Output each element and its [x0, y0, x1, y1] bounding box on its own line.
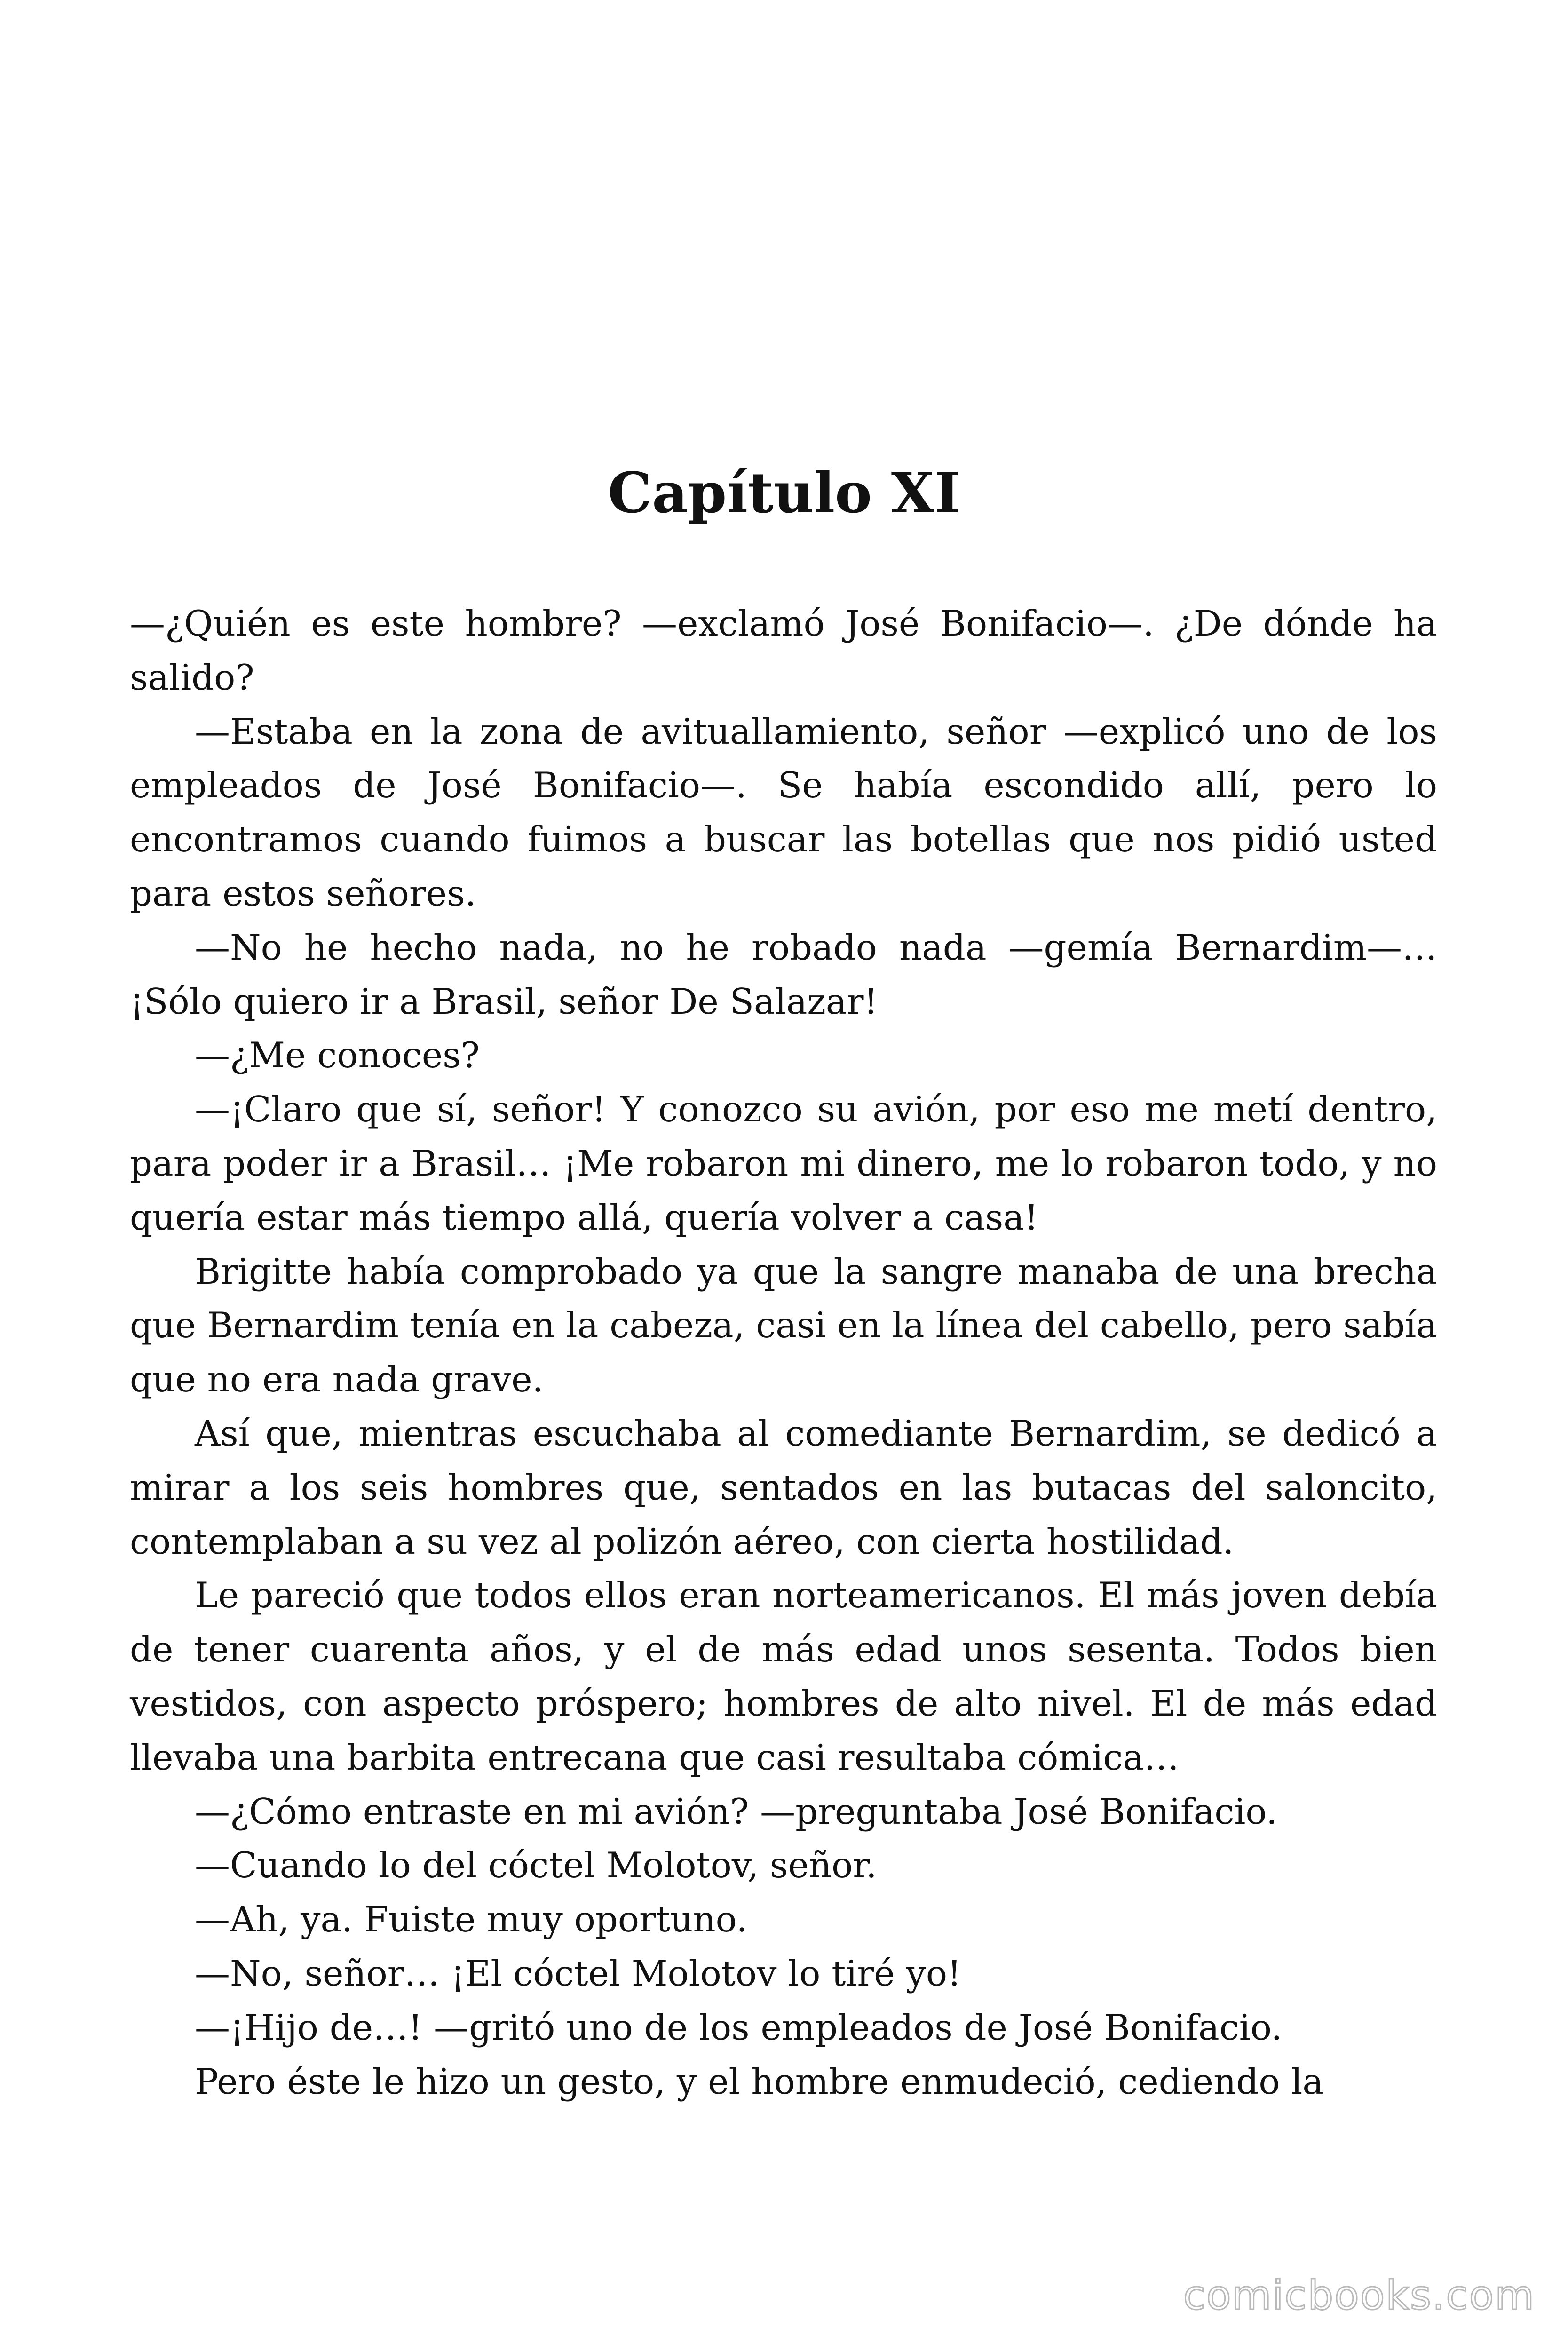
paragraph: —Ah, ya. Fuiste muy oportuno. [195, 1899, 748, 1940]
paragraph: Brigitte había comprobado ya que la sangre manaba de una brecha que Bernardim tenía en la cabeza, casi en la línea del cabello, pero sabía que no era nada grave. [130, 1250, 1437, 1400]
paragraph: —No, señor… ¡El cóctel Molotov lo tiré yo! [195, 1952, 962, 1994]
paragraph: —No he hecho nada, no he robado nada —gemía Bernardim—… ¡Sólo quiero ir a Brasil, señor De Salazar! [130, 926, 1437, 1022]
paragraph: —Estaba en la zona de avituallamiento, señor —explicó uno de los empleados de José Bonifacio—. Se había escondido allí, pero lo encontramos cuando fuimos a buscar las botellas que nos pidió usted para estos señores. [130, 710, 1437, 914]
paragraph: Le pareció que todos ellos eran norteamericanos. El más joven debía de tener cuarenta años, y el de más edad unos sesenta. Todos bien vestidos, con aspecto próspero; hombres de alto nivel. El de más edad llevaba una barbita entrecana que casi resultaba cómica… [130, 1574, 1437, 1778]
paragraph: —¡Hijo de…! —gritó uno de los empleados de José Bonifacio. [195, 2006, 1283, 2048]
paragraph: Así que, mientras escuchaba al comediante Bernardim, se dedicó a mirar a los seis hombres que, sentados en las butacas del saloncito, contemplaban a su vez al polizón aéreo, con cierta hostilidad. [130, 1412, 1437, 1562]
paragraph: —¿Quién es este hombre? —exclamó José Bonifacio—. ¿De dónde ha salido? [130, 603, 1437, 698]
paragraph: —¿Me conoces? [195, 1034, 480, 1076]
chapter-body [130, 596, 1437, 2108]
paragraph: —Cuando lo del cóctel Molotov, señor. [195, 1844, 877, 1886]
paragraph: —¿Cómo entraste en mi avión? —preguntaba José Bonifacio. [195, 1790, 1278, 1832]
watermark: comicbooks.com [1183, 2272, 1535, 2319]
chapter-title: Capítulo XI [608, 460, 960, 525]
paragraph: Pero éste le hizo un gesto, y el hombre enmudeció, cediendo la [195, 2060, 1324, 2102]
paragraph: —¡Claro que sí, señor! Y conozco su avión, por eso me metí dentro, para poder ir a Brasil… ¡Me robaron mi dinero, me lo robaron todo, y no quería estar más tiempo allá, quería volver a casa! [130, 1089, 1437, 1238]
